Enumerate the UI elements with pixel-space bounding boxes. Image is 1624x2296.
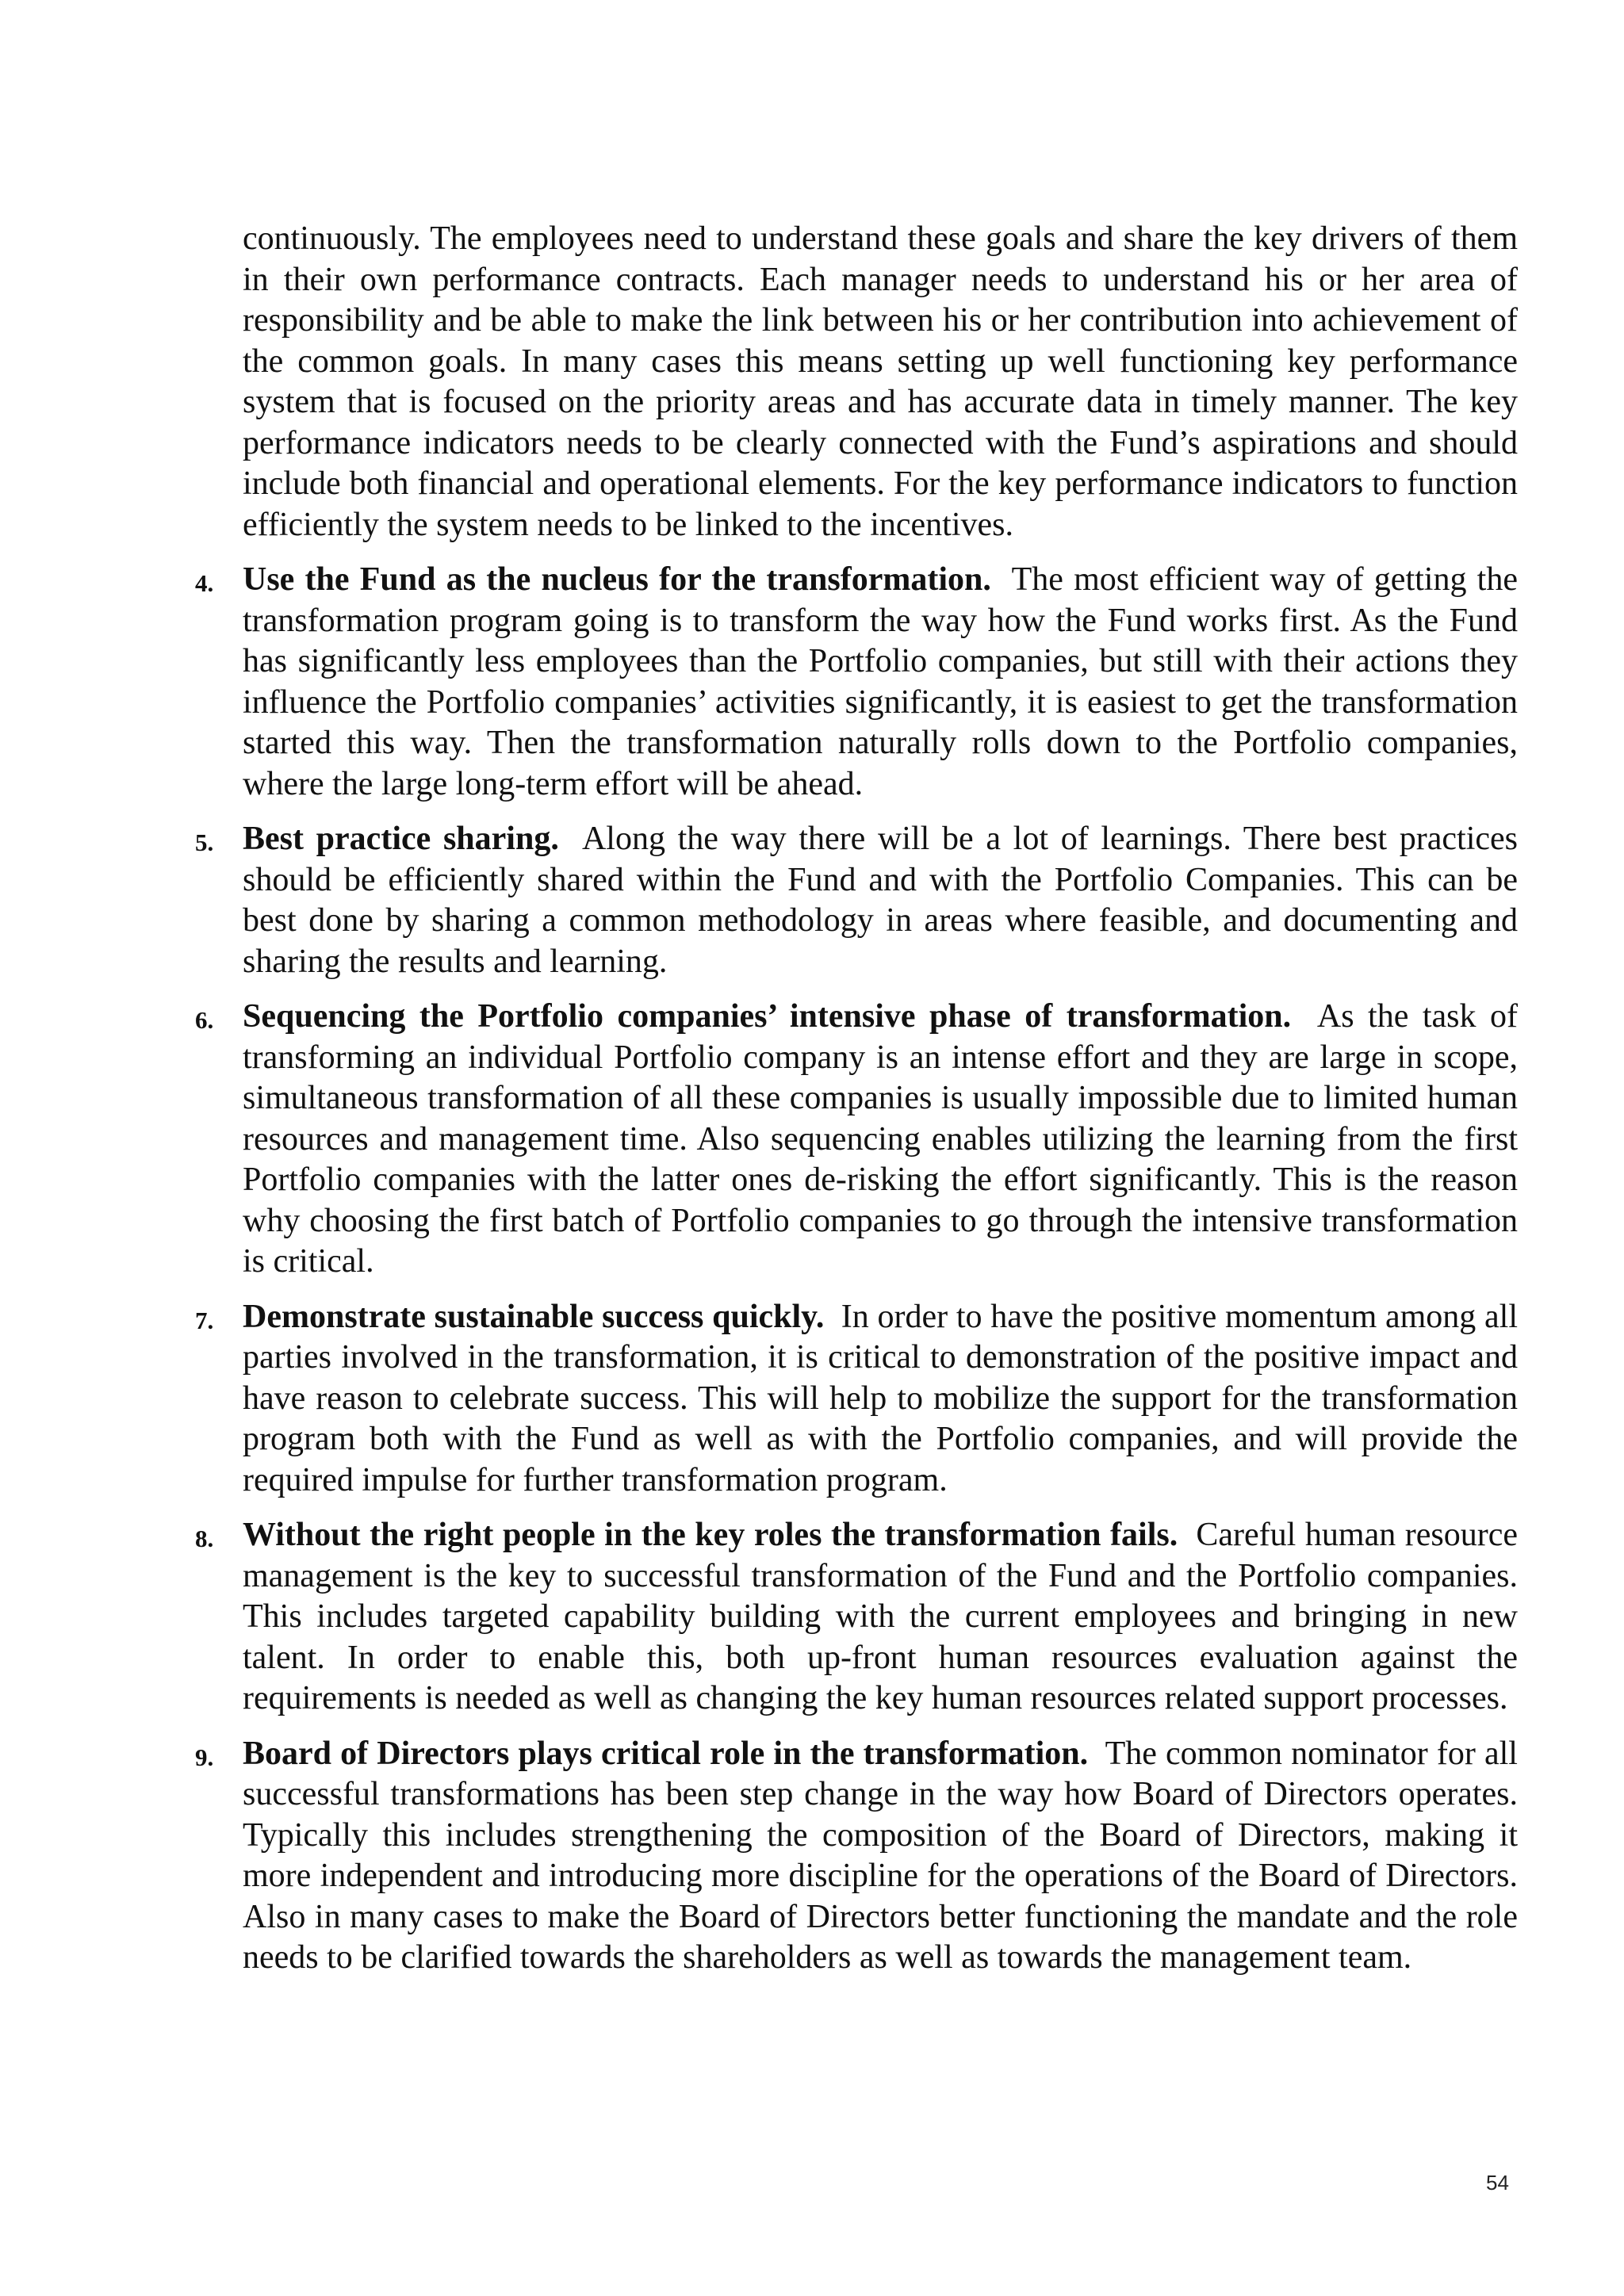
list-item-4 [195, 560, 1518, 805]
list-item-6 [195, 997, 1518, 1283]
list-item-body: The most efficient way of getting the transformation program going is to transform the way how the Fund works first. As the Fund has significantly less employees than the Portfolio companies, but still with their actions they influence the Portfolio companies’ activities significantly, it is easiest to get the transformation started this way. Then the transformation naturally rolls down to the Portfolio companies, where the large long-term effort will be ahead. [243, 561, 1518, 802]
list-item-number: 9. [195, 1743, 214, 1771]
list-item-body: Careful human resource management is the key to successful transformation of the Fund and the Portfolio companies. This includes targeted capability building with the current employees and bringing in new talent. In order to enable this, both up-front human resources evaluation against the requirements is needed as well as changing the key human resources related support processes. [243, 1517, 1519, 1716]
list-item-title: Without the right people in the key roles the transformation fails. [243, 1517, 1178, 1553]
list-item-7 [195, 1297, 1519, 1502]
list-item-number: 7. [195, 1306, 214, 1334]
list-item-text [243, 997, 1518, 1283]
list-item-title: Sequencing the Portfolio companies’ intensive phase of transformation. [243, 998, 1292, 1035]
page-content [195, 219, 1519, 1979]
list-item-number: 4. [195, 569, 214, 597]
list-item-body: The common nominator for all successful transformations has been step change in the way how Board of Directors operates. Typically this includes strengthening the composition of the Board of Directors, making it more independent and introducing more discipline for the operations of the Board of Directors. Also in many cases to make the Board of Directors better functioning the mandate and the role needs to be clarified towards the shareholders as well as towards the management team. [243, 1735, 1518, 1976]
list-item-text [243, 819, 1518, 982]
page-number: 54 [1486, 2171, 1509, 2195]
list-item-text [243, 560, 1518, 805]
intro-paragraph: continuously. The employees need to understand these goals and share the key drivers of them in their own performance contracts. Each manager needs to understand his or her area of responsibility and be able to make the link between his or her contribution into achievement of the common goals. In many cases this means setting up well functioning key performance system that is focused on the priority areas and has accurate data in timely manner. The key performance indicators needs to be clearly connected with the Fund’s aspirations and should include both financial and operational elements. For the key performance indicators to function efficiently the system needs to be linked to the incentives. [243, 220, 1518, 543]
list-item-body: In order to have the positive momentum among all parties involved in the transformation, it is critical to demonstration of the positive impact and have reason to celebrate success. This will help to mobilize the support for the transformation program both with the Fund as well as with the Portfolio companies, and will provide the required impulse for further transformation program. [243, 1298, 1519, 1498]
list-item-text [243, 1297, 1518, 1502]
list-item-body: Along the way there will be a lot of learnings. There best practices should be efficiently shared within the Fund and with the Portfolio Companies. This can be best done by sharing a common methodology in areas where feasible, and documenting and sharing the results and learning. [243, 821, 1518, 980]
list-item-text [243, 1515, 1518, 1720]
list-item-number: 8. [195, 1525, 214, 1552]
list-item-8 [195, 1515, 1519, 1720]
list-item-body: As the task of transforming an individual Portfolio company is an intense effort and they are large in scope, simultaneous transformation of all these companies is usually impossible due to limited human resources and management time. Also sequencing enables utilizing the learning from the first Portfolio companies with the latter ones de-risking the effort significantly. This is the reason why choosing the first batch of Portfolio companies to go through the intensive transformation is critical. [243, 998, 1518, 1280]
list-item-title: Best practice sharing. [243, 821, 559, 857]
list-item-text [243, 1734, 1518, 1979]
list-item-title: Demonstrate sustainable success quickly. [243, 1298, 825, 1335]
list-item-number: 5. [195, 828, 214, 856]
list-item-title: Board of Directors plays critical role in the transformation. [243, 1735, 1089, 1772]
list-item-number: 6. [195, 1006, 214, 1034]
list-item-title: Use the Fund as the nucleus for the transformation. [243, 561, 991, 598]
list-item-9 [195, 1734, 1518, 1979]
list-item-5 [195, 819, 1518, 982]
